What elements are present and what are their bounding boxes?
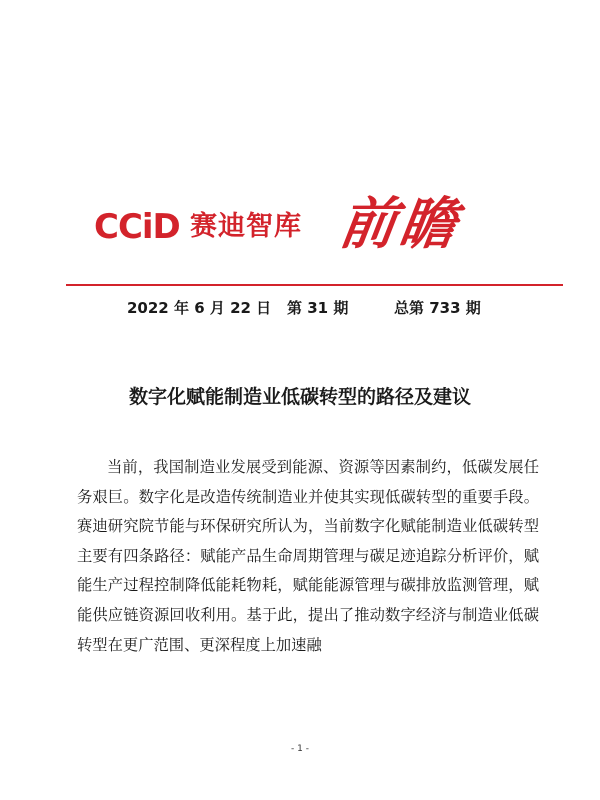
page-number: - 1 - xyxy=(291,744,309,754)
issue-info xyxy=(0,297,600,319)
ccid-logo: CCiD xyxy=(94,207,180,247)
brand-title: 前瞻 xyxy=(335,191,465,257)
document-title: 数字化赋能制造业低碳转型的路径及建议 xyxy=(128,386,471,408)
header-divider xyxy=(66,284,563,286)
issue-date: 2022 年 6 月 22 日 xyxy=(127,299,272,317)
issue-number: 第 31 期 xyxy=(287,299,349,317)
body-paragraph: 当前，我国制造业发展受到能源、资源等因素制约，低碳发展任务艰巨。数字化是改造传统制造业并使其实现低碳转型的重要手段。赛迪研究院节能与环保研究所认为，当前数字化赋能制造业低碳转型主要有四条路径：赋能产品生命周期管理与碳足迹追踪分析评价，赋能生产过程控制降低能耗物耗，赋能能源管理与碳排放监测管理，赋能供应链资源回收利用。基于此，提出了推动数字经济与制造业低碳转型在更广范围、更深程度上加速融 xyxy=(77,458,539,654)
masthead xyxy=(0,191,600,266)
logo-name: 赛迪智库 xyxy=(190,211,302,242)
issue-total: 总第 733 期 xyxy=(394,299,481,317)
